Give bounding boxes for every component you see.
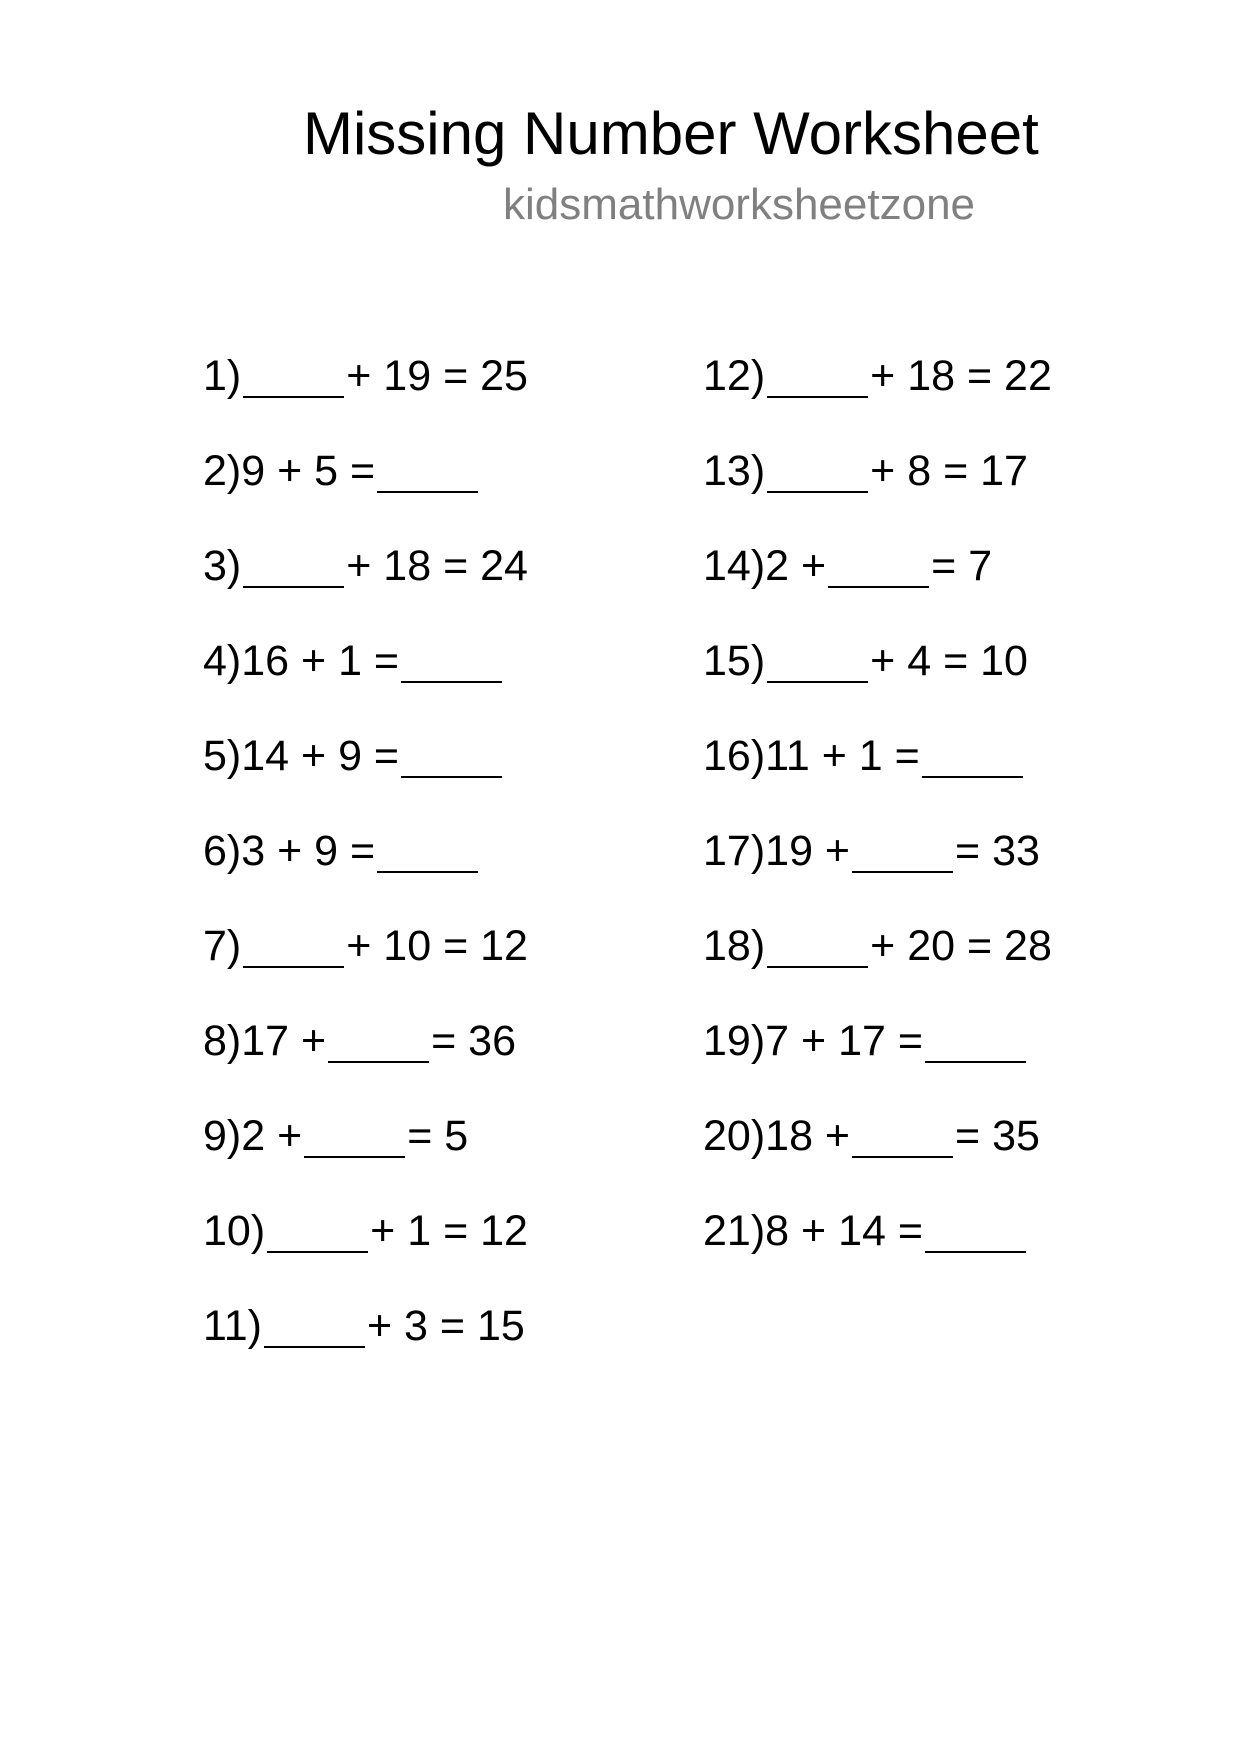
answer-blank[interactable] bbox=[925, 1021, 1026, 1063]
problem-number: 8) bbox=[203, 1017, 242, 1065]
answer-blank[interactable] bbox=[925, 1211, 1026, 1253]
problem-expression: 14 + 9 = bbox=[241, 732, 400, 780]
problem-item bbox=[703, 922, 1052, 1020]
problem-expression: 11 + 1 = bbox=[765, 732, 920, 780]
problem-item bbox=[703, 827, 1052, 925]
problem-number: 4) bbox=[203, 637, 242, 685]
problem-number: 9) bbox=[203, 1112, 242, 1160]
problem-number: 21) bbox=[703, 1207, 766, 1255]
problem-number: 13) bbox=[703, 447, 766, 495]
problem-item bbox=[203, 637, 528, 735]
problem-expression: = 36 bbox=[431, 1017, 517, 1065]
problem-column-right bbox=[703, 352, 1052, 1305]
problem-item bbox=[703, 1017, 1052, 1115]
problem-item bbox=[703, 732, 1052, 830]
page-title: Missing Number Worksheet bbox=[303, 100, 1039, 167]
problem-item bbox=[203, 352, 528, 450]
problem-item bbox=[703, 637, 1052, 735]
problem-item bbox=[703, 1112, 1052, 1210]
answer-blank[interactable] bbox=[267, 1211, 368, 1253]
problem-item bbox=[203, 922, 528, 1020]
problem-item bbox=[203, 447, 528, 545]
problem-expression: + 3 = 15 bbox=[366, 1302, 525, 1350]
answer-blank[interactable] bbox=[767, 451, 868, 493]
problem-item bbox=[203, 827, 528, 925]
problem-expression: + 18 = 22 bbox=[870, 352, 1052, 400]
problem-item bbox=[203, 1302, 528, 1400]
problem-number: 11) bbox=[203, 1302, 262, 1350]
answer-blank[interactable] bbox=[264, 1306, 365, 1348]
problem-expression: = 35 bbox=[955, 1112, 1040, 1160]
problem-item bbox=[703, 1207, 1052, 1305]
problem-number: 17) bbox=[703, 827, 766, 875]
problem-item bbox=[203, 1017, 528, 1115]
problem-item bbox=[703, 352, 1052, 450]
problem-number: 20) bbox=[703, 1112, 766, 1160]
problem-number: 7) bbox=[203, 922, 242, 970]
problem-expression: 19 + bbox=[765, 827, 851, 875]
problem-number: 14) bbox=[703, 542, 766, 590]
problem-number: 2) bbox=[203, 447, 242, 495]
answer-blank[interactable] bbox=[401, 641, 502, 683]
answer-blank[interactable] bbox=[767, 926, 868, 968]
problem-number: 15) bbox=[703, 637, 766, 685]
problem-expression: = 5 bbox=[407, 1112, 469, 1160]
problem-expression: + 18 = 24 bbox=[346, 542, 528, 590]
problem-number: 18) bbox=[703, 922, 766, 970]
answer-blank[interactable] bbox=[852, 1116, 953, 1158]
problem-expression: 3 + 9 = bbox=[241, 827, 376, 875]
answer-blank[interactable] bbox=[767, 641, 868, 683]
problem-column-left bbox=[203, 352, 528, 1400]
problem-expression: + 1 = 12 bbox=[370, 1207, 528, 1255]
answer-blank[interactable] bbox=[377, 831, 478, 873]
answer-blank[interactable] bbox=[243, 546, 344, 588]
page-subtitle: kidsmathworksheetzone bbox=[503, 180, 976, 229]
problem-expression: 2 + bbox=[241, 1112, 303, 1160]
answer-blank[interactable] bbox=[828, 546, 929, 588]
problem-expression: 8 + 14 = bbox=[765, 1207, 923, 1255]
problem-expression: 7 + 17 = bbox=[765, 1017, 923, 1065]
answer-blank[interactable] bbox=[401, 736, 502, 778]
answer-blank[interactable] bbox=[922, 736, 1023, 778]
problem-item bbox=[203, 1207, 528, 1305]
problem-item bbox=[703, 447, 1052, 545]
problem-number: 6) bbox=[203, 827, 242, 875]
problem-item bbox=[203, 542, 528, 640]
problem-item bbox=[203, 732, 528, 830]
problem-expression: 9 + 5 = bbox=[241, 447, 376, 495]
problem-item bbox=[703, 542, 1052, 640]
problem-item bbox=[203, 1112, 528, 1210]
problem-number: 12) bbox=[703, 352, 766, 400]
problem-expression: + 10 = 12 bbox=[346, 922, 528, 970]
problem-expression: + 8 = 17 bbox=[870, 447, 1028, 495]
answer-blank[interactable] bbox=[243, 356, 344, 398]
problem-expression: = 33 bbox=[955, 827, 1040, 875]
problem-number: 16) bbox=[703, 732, 766, 780]
problem-number: 3) bbox=[203, 542, 242, 590]
answer-blank[interactable] bbox=[328, 1021, 429, 1063]
answer-blank[interactable] bbox=[304, 1116, 405, 1158]
problem-expression: 18 + bbox=[765, 1112, 851, 1160]
problem-number: 10) bbox=[203, 1207, 266, 1255]
problem-expression: 16 + 1 = bbox=[241, 637, 400, 685]
problem-number: 5) bbox=[203, 732, 242, 780]
problem-expression: = 7 bbox=[931, 542, 993, 590]
problem-number: 1) bbox=[203, 352, 242, 400]
answer-blank[interactable] bbox=[243, 926, 344, 968]
problem-expression: 2 + bbox=[765, 542, 827, 590]
problem-expression: + 20 = 28 bbox=[870, 922, 1052, 970]
problem-expression: + 19 = 25 bbox=[346, 352, 528, 400]
answer-blank[interactable] bbox=[852, 831, 953, 873]
problem-expression: + 4 = 10 bbox=[870, 637, 1028, 685]
problem-expression: 17 + bbox=[241, 1017, 327, 1065]
problem-number: 19) bbox=[703, 1017, 766, 1065]
answer-blank[interactable] bbox=[377, 451, 478, 493]
answer-blank[interactable] bbox=[767, 356, 868, 398]
